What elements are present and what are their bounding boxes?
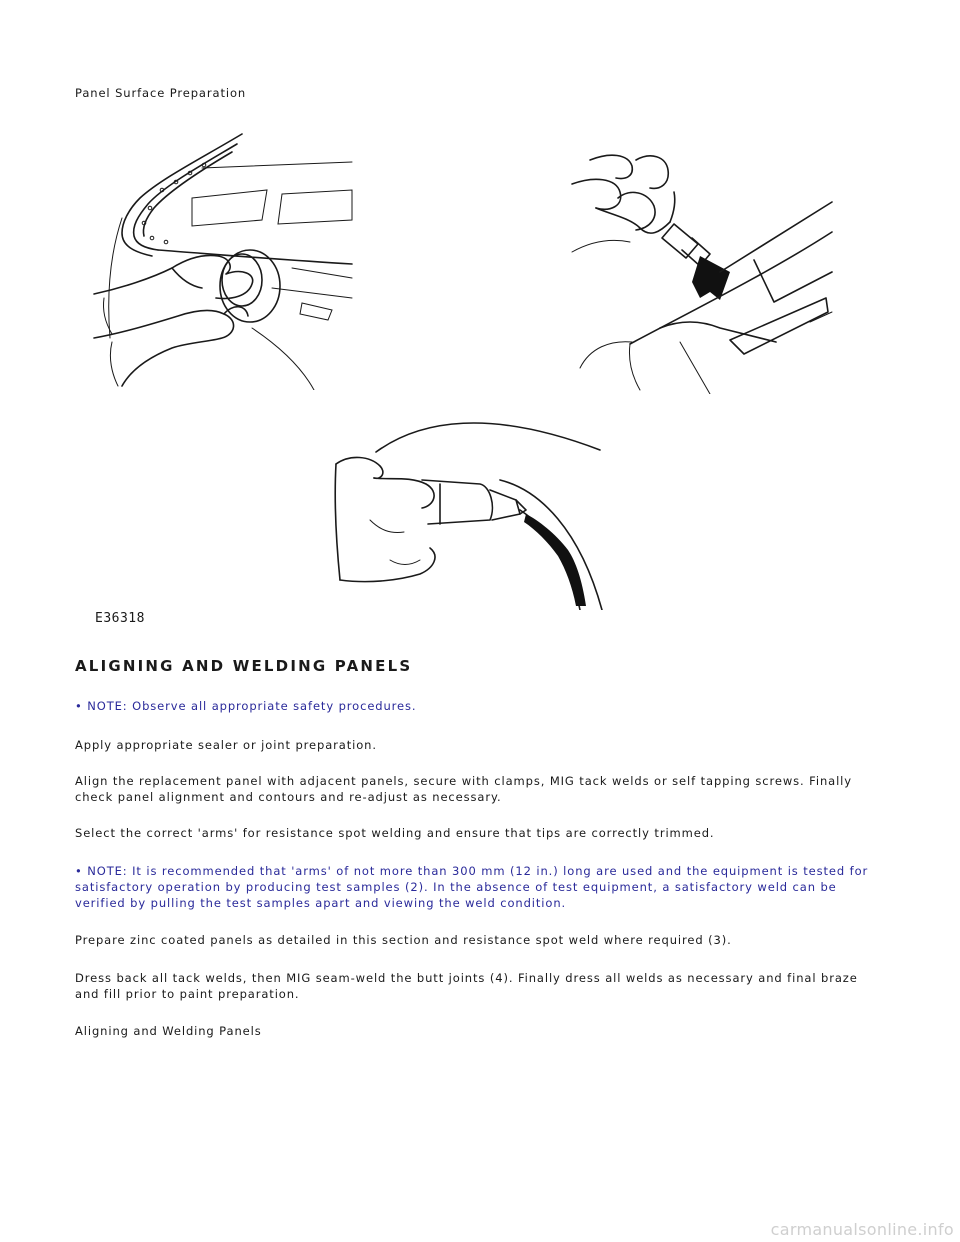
brush-sealer-icon [570,132,840,394]
note-safety: • NOTE: Observe all appropriate safety procedures. [75,699,417,713]
section-heading: ALIGNING AND WELDING PANELS [75,657,413,675]
paragraph-align: Align the replacement panel with adjacent panels, secure with clamps, MIG tack welds or self tapping screws. Finally check panel alignment and contours and re-adjust as necessary. [75,774,852,804]
hand-polisher-icon [92,128,362,390]
paragraph-dress-back: Dress back all tack welds, then MIG seam-weld the butt joints (4). Finally dress all welds as necessary and final braze and fill prior to paint preparation. [75,971,858,1001]
paragraph-sealer: Apply appropriate sealer or joint preparation. [75,738,377,752]
mig-welder-icon [330,410,610,610]
watermark-link[interactable]: carmanualsonline.info [770,1220,954,1239]
figure-caption-bottom: Aligning and Welding Panels [75,1024,262,1038]
paragraph-zinc: Prepare zinc coated panels as detailed in this section and resistance spot weld where required (3). [75,933,732,947]
paragraph-arms: Select the correct 'arms' for resistance spot welding and ensure that tips are correctly trimmed. [75,826,715,840]
figure-caption-top: Panel Surface Preparation [75,86,247,100]
figure-code: E36318 [95,611,145,626]
note-arms-length: • NOTE: It is recommended that 'arms' of not more than 300 mm (12 in.) long are used and the equipment is tested for satisfactory operation by producing test samples (2). In the absence of test equipment, a satisfactory weld can be verified by pulling the test samples apart and viewing the weld condition. [75,864,869,910]
